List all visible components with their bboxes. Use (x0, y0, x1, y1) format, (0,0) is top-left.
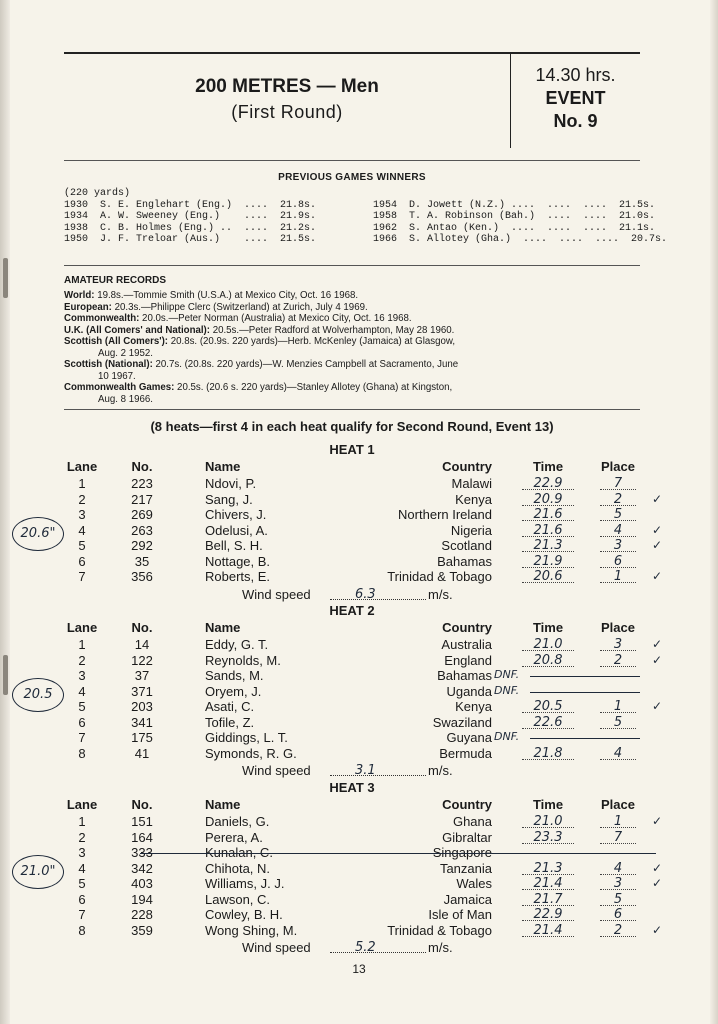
separator-line (64, 409, 640, 410)
handwritten-time: 21.4 (533, 876, 563, 891)
record-text: 20.7s. (20.8s. 220 yards)—W. Menzies Campbell at Sacramento, June (152, 359, 459, 370)
lane-number: 2 (78, 491, 86, 507)
lane-number: 6 (78, 714, 86, 730)
previous-winners-left (64, 188, 316, 246)
competitor-number: 14 (134, 637, 150, 652)
competitor-name: Tofile, Z. (205, 714, 255, 730)
dnf-line (530, 738, 640, 739)
check-mark: ✓ (652, 491, 663, 506)
lane-number: 8 (78, 745, 86, 761)
entry-row (0, 653, 718, 668)
competitor-country: Gibraltar (442, 829, 492, 845)
column-place: Place (601, 459, 635, 474)
wind-dotted-line (330, 775, 426, 776)
entry-row (0, 814, 718, 829)
column-lane: Lane (66, 620, 98, 635)
lane-number: 7 (78, 569, 86, 584)
handwritten-time: 22.9 (533, 907, 563, 922)
circled-best-time: 20.5 (12, 678, 64, 712)
competitor-name: Chihota, N. (205, 860, 271, 876)
handwritten-time: 21.3 (533, 538, 563, 553)
lane-number: 5 (78, 876, 86, 891)
column-name: Name (205, 459, 241, 474)
competitor-name: Kunalan, C. (205, 845, 273, 860)
column-country: Country (442, 620, 492, 635)
record-line (64, 382, 644, 394)
competitor-country: Trinidad & Tobago (387, 569, 492, 584)
competitor-country: Kenya (455, 491, 492, 507)
entry-row (0, 684, 718, 699)
handwritten-time: 20.8 (533, 652, 563, 668)
previous-winner-row: 1934 A. W. Sweeney (Eng.) .... 21.9s. (64, 211, 317, 222)
handwritten-time: 21.0 (533, 637, 563, 652)
lane-number: 5 (78, 699, 86, 714)
competitor-country: Jamaica (443, 891, 492, 907)
lane-number: 7 (78, 907, 86, 922)
lane-number: 1 (78, 637, 86, 652)
competitor-country: Scotland (441, 538, 492, 553)
check-mark: ✓ (652, 522, 663, 537)
record-label: European: (64, 301, 112, 313)
wind-speed-label: Wind speed (242, 940, 311, 955)
wind-speed-label: Wind speed (242, 763, 311, 778)
entry-row (0, 523, 718, 538)
competitor-country: Singapore (432, 845, 492, 860)
handwritten-time: 20.5 (533, 699, 563, 714)
competitor-country: England (444, 652, 492, 668)
competitor-name: Roberts, E. (205, 569, 271, 584)
handwritten-place: 7 (613, 829, 623, 845)
record-line (64, 302, 644, 314)
lane-number: 4 (78, 522, 86, 538)
record-label: U.K. (All Comers' and National): (64, 324, 211, 336)
competitor-number: 194 (131, 891, 153, 907)
check-mark: ✓ (652, 699, 663, 713)
lane-number: 3 (78, 845, 86, 860)
handwritten-place: 5 (613, 714, 623, 730)
entry-row (0, 861, 718, 876)
column-country: Country (442, 459, 492, 474)
dnf-mark: DNF. (494, 668, 520, 681)
competitor-name: Chivers, J. (205, 507, 267, 522)
entry-row (0, 845, 718, 860)
wind-speed-value: 5.2 (355, 940, 376, 955)
amateur-records-list (64, 290, 644, 405)
entry-row (0, 507, 718, 522)
competitor-number: 356 (131, 569, 153, 584)
competitor-name: Sands, M. (205, 668, 264, 683)
record-text: 20.5s.—Peter Radford at Wolverhampton, May 28 1960. (210, 324, 455, 336)
check-mark: ✓ (652, 652, 663, 667)
competitor-name: Williams, J. J. (205, 876, 285, 891)
column-no: No. (131, 459, 153, 474)
lane-number: 4 (78, 860, 86, 876)
competitor-number: 217 (131, 491, 153, 507)
lane-number: 6 (78, 553, 86, 569)
record-line (64, 371, 644, 383)
entry-row (0, 538, 718, 553)
struck-through-line (140, 853, 656, 854)
heat-title: HEAT 2 (329, 603, 375, 618)
handwritten-place: 4 (613, 522, 623, 538)
record-label: Commonwealth Games: (64, 382, 175, 393)
competitor-number: 263 (131, 522, 153, 538)
competitor-number: 223 (131, 476, 153, 491)
wind-dotted-line (330, 599, 426, 600)
column-time: Time (532, 620, 564, 635)
entry-row (0, 699, 718, 714)
lane-number: 2 (78, 652, 86, 668)
handwritten-time: 21.0 (533, 814, 563, 829)
competitor-number: 151 (131, 814, 153, 829)
record-text: 20.5s. (20.6 s. 220 yards)—Stanley Allotey (Ghana) at Kingston, (174, 382, 453, 393)
column-no: No. (131, 797, 153, 812)
event-title: 200 METRES — Men (195, 76, 379, 97)
dnf-line (530, 692, 640, 693)
competitor-name: Daniels, G. (205, 814, 270, 829)
handwritten-place: 3 (613, 637, 623, 652)
competitor-country: Trinidad & Tobago (387, 922, 492, 938)
entry-row (0, 830, 718, 845)
check-mark: ✓ (652, 922, 663, 937)
record-label: Scottish (All Comers'): (64, 336, 169, 347)
entry-row (0, 876, 718, 891)
competitor-number: 269 (131, 507, 153, 522)
circled-best-time: 21.0" (12, 855, 64, 889)
lane-number: 1 (78, 814, 86, 829)
competitor-country: Nigeria (450, 522, 492, 538)
dnf-line (530, 676, 640, 677)
event-subtitle: (First Round) (231, 102, 343, 122)
previous-winners-note: (220 yards) (64, 188, 131, 199)
competitor-number: 359 (131, 922, 153, 938)
record-label: Commonwealth: (64, 313, 140, 324)
handwritten-place: 1 (613, 699, 623, 714)
handwritten-time: 22.6 (533, 714, 563, 730)
previous-winner-row: 1958 T. A. Robinson (Bah.) .... .... 21.0s. (373, 211, 656, 222)
record-text: 19.8s.—Tommie Smith (U.S.A.) at Mexico City, Oct. 16 1968. (94, 290, 359, 301)
entry-row (0, 907, 718, 922)
column-name: Name (205, 797, 241, 812)
handwritten-time: 21.3 (533, 860, 563, 876)
record-line (64, 336, 644, 348)
event-time-box (511, 64, 640, 133)
entry-row (0, 892, 718, 907)
handwritten-place: 2 (613, 491, 623, 507)
lane-number: 8 (78, 922, 86, 938)
handwritten-place: 6 (613, 553, 623, 569)
handwritten-time: 21.4 (533, 922, 563, 938)
competitor-country: Uganda (446, 683, 492, 699)
competitor-number: 164 (131, 829, 153, 845)
lane-number: 3 (78, 507, 86, 522)
competitor-name: Wong Shing, M. (205, 922, 298, 938)
previous-winner-row: 1938 C. B. Holmes (Eng.) .. .... 21.2s. (64, 222, 317, 234)
entry-row (0, 730, 718, 745)
circled-best-time: 20.6" (12, 517, 64, 551)
entry-row (0, 746, 718, 761)
competitor-name: Cowley, B. H. (205, 907, 283, 922)
handwritten-time: 21.7 (533, 891, 563, 907)
wind-speed-value: 6.3 (355, 586, 376, 602)
column-lane: Lane (66, 459, 98, 474)
handwritten-place: 2 (613, 652, 623, 668)
check-mark: ✓ (652, 876, 663, 890)
entry-row (0, 492, 718, 507)
lane-number: 2 (78, 829, 86, 845)
separator-line (64, 265, 640, 266)
column-place: Place (601, 620, 635, 635)
handwritten-time: 23.3 (533, 829, 563, 845)
competitor-name: Bell, S. H. (205, 538, 263, 553)
wind-dotted-line (330, 952, 426, 953)
competitor-name: Perera, A. (205, 829, 263, 845)
handwritten-time: 21.6 (533, 507, 563, 522)
competitor-number: 35 (134, 553, 150, 569)
competitor-number: 37 (134, 668, 150, 683)
handwritten-place: 3 (613, 538, 623, 553)
record-line (64, 313, 644, 325)
handwritten-time: 20.6 (533, 569, 563, 584)
record-line (64, 290, 644, 302)
record-line (64, 325, 644, 337)
previous-winners-right (373, 200, 667, 246)
record-label: World: (64, 290, 95, 301)
handwritten-place: 5 (613, 891, 623, 907)
amateur-records-title: AMATEUR RECORDS (64, 275, 167, 286)
competitor-number: 342 (131, 860, 153, 876)
competitor-country: Guyana (446, 730, 492, 745)
column-header (0, 459, 718, 474)
qualify-note: (8 heats—first 4 in each heat qualify for Second Round, Event 13) (150, 419, 554, 434)
competitor-country: Bahamas (437, 668, 492, 683)
column-name: Name (205, 620, 241, 635)
record-line (64, 394, 644, 406)
event-header (64, 52, 640, 161)
competitor-country: Bahamas (437, 553, 492, 569)
check-mark: ✓ (652, 814, 663, 828)
handwritten-place: 3 (613, 876, 623, 891)
handwritten-place: 4 (613, 860, 623, 876)
competitor-country: Tanzania (439, 860, 492, 876)
handwritten-place: 1 (613, 814, 623, 829)
handwritten-time: 20.9 (533, 491, 563, 507)
column-header (0, 620, 718, 635)
handwritten-place: 4 (613, 745, 623, 761)
entry-row (0, 637, 718, 652)
entry-row (0, 554, 718, 569)
handwritten-place: 2 (613, 922, 623, 938)
competitor-number: 341 (131, 714, 153, 730)
record-text: 20.8s. (20.9s. 220 yards)—Herb. McKenley (Jamaica) at Glasgow, (168, 336, 456, 347)
competitor-name: Giddings, L. T. (205, 730, 288, 745)
handwritten-place: 5 (613, 507, 623, 522)
staple-top (3, 258, 8, 298)
competitor-name: Eddy, G. T. (205, 637, 269, 652)
handwritten-place: 1 (613, 569, 623, 584)
event-label: EVENT (545, 88, 606, 108)
check-mark: ✓ (652, 569, 663, 583)
handwritten-time: 21.6 (533, 522, 563, 538)
handwritten-time: 22.9 (533, 476, 563, 491)
record-text: Aug. 2 1952. (98, 347, 153, 359)
handwritten-place: 6 (613, 907, 623, 922)
record-text: 20.3s.—Philippe Clerc (Switzerland) at Zurich, July 4 1969. (111, 301, 368, 313)
competitor-country: Wales (456, 876, 492, 891)
competitor-name: Symonds, R. G. (205, 745, 297, 761)
record-label: Scottish (National): (64, 359, 153, 370)
event-time: 14.30 hrs. (535, 65, 616, 85)
handwritten-time: 21.8 (533, 745, 563, 761)
heat-title: HEAT 1 (329, 442, 375, 457)
column-header (0, 797, 718, 812)
competitor-name: Sang, J. (205, 491, 253, 507)
entry-row (0, 569, 718, 584)
previous-winner-row: 1950 J. F. Treloar (Aus.) .... 21.5s. (64, 234, 317, 245)
check-mark: ✓ (652, 538, 663, 552)
competitor-name: Odelusi, A. (205, 522, 268, 538)
lane-number: 4 (78, 683, 86, 699)
lane-number: 1 (78, 476, 86, 491)
competitor-number: 228 (131, 907, 153, 922)
lane-number: 7 (78, 730, 86, 745)
wind-speed-unit: m/s. (428, 763, 453, 778)
competitor-name: Asati, C. (205, 699, 255, 714)
competitor-country: Bermuda (439, 745, 492, 761)
record-line (64, 359, 644, 371)
competitor-country: Swaziland (432, 714, 492, 730)
entry-row (0, 668, 718, 683)
competitor-name: Reynolds, M. (205, 652, 281, 668)
event-number: No. 9 (553, 111, 598, 131)
entry-row (0, 923, 718, 938)
previous-winner-row: 1954 D. Jowett (N.Z.) .... .... .... 21.5s. (373, 199, 656, 211)
record-line (64, 348, 644, 360)
competitor-name: Oryem, J. (205, 683, 262, 699)
column-time: Time (532, 797, 564, 812)
wind-speed-value: 3.1 (355, 763, 376, 778)
competitor-country: Malawi (451, 476, 492, 491)
previous-winners-title: PREVIOUS GAMES WINNERS (278, 172, 426, 183)
competitor-number: 203 (131, 699, 153, 714)
dnf-mark: DNF. (494, 730, 520, 743)
record-text: 20.0s.—Peter Norman (Australia) at Mexico City, Oct. 16 1968. (139, 313, 412, 324)
lane-number: 6 (78, 891, 86, 907)
heat-title: HEAT 3 (329, 780, 375, 795)
competitor-name: Ndovi, P. (205, 476, 257, 491)
competitor-name: Lawson, C. (205, 891, 271, 907)
record-text: 10 1967. (98, 370, 136, 382)
lane-number: 5 (78, 538, 86, 553)
handwritten-time: 21.9 (533, 553, 563, 569)
column-time: Time (532, 459, 564, 474)
competitor-country: Isle of Man (428, 907, 492, 922)
column-no: No. (131, 620, 153, 635)
page-number: 13 (352, 962, 366, 976)
wind-speed-unit: m/s. (428, 940, 453, 955)
competitor-country: Ghana (452, 814, 492, 829)
dnf-mark: DNF. (494, 683, 520, 697)
competitor-number: 333 (131, 845, 153, 860)
competitor-number: 175 (131, 730, 153, 745)
entry-row (0, 715, 718, 730)
competitor-number: 41 (134, 745, 150, 761)
column-country: Country (442, 797, 492, 812)
competitor-number: 403 (131, 876, 153, 891)
wind-speed-label: Wind speed (242, 586, 311, 602)
column-place: Place (601, 797, 635, 812)
handwritten-place: 7 (613, 476, 623, 491)
record-text: Aug. 8 1966. (98, 393, 153, 405)
check-mark: ✓ (652, 637, 663, 651)
entry-row (0, 476, 718, 491)
wind-speed-unit: m/s. (428, 586, 453, 602)
previous-winner-row: 1930 S. E. Englehart (Eng.) .... 21.8s. (64, 199, 317, 211)
competitor-number: 292 (131, 538, 153, 553)
column-lane: Lane (66, 797, 98, 812)
competitor-country: Australia (441, 637, 492, 652)
competitor-number: 122 (131, 652, 153, 668)
competitor-number: 371 (131, 683, 153, 699)
competitor-country: Kenya (455, 699, 492, 714)
lane-number: 3 (78, 668, 86, 683)
competitor-name: Nottage, B. (205, 553, 271, 569)
competitor-country: Northern Ireland (398, 507, 492, 522)
check-mark: ✓ (652, 860, 663, 875)
previous-winner-row: 1962 S. Antao (Ken.) .... .... .... 21.1s. (373, 222, 656, 234)
previous-winner-row: 1966 S. Allotey (Gha.) .... .... .... 20.7s. (373, 234, 668, 245)
